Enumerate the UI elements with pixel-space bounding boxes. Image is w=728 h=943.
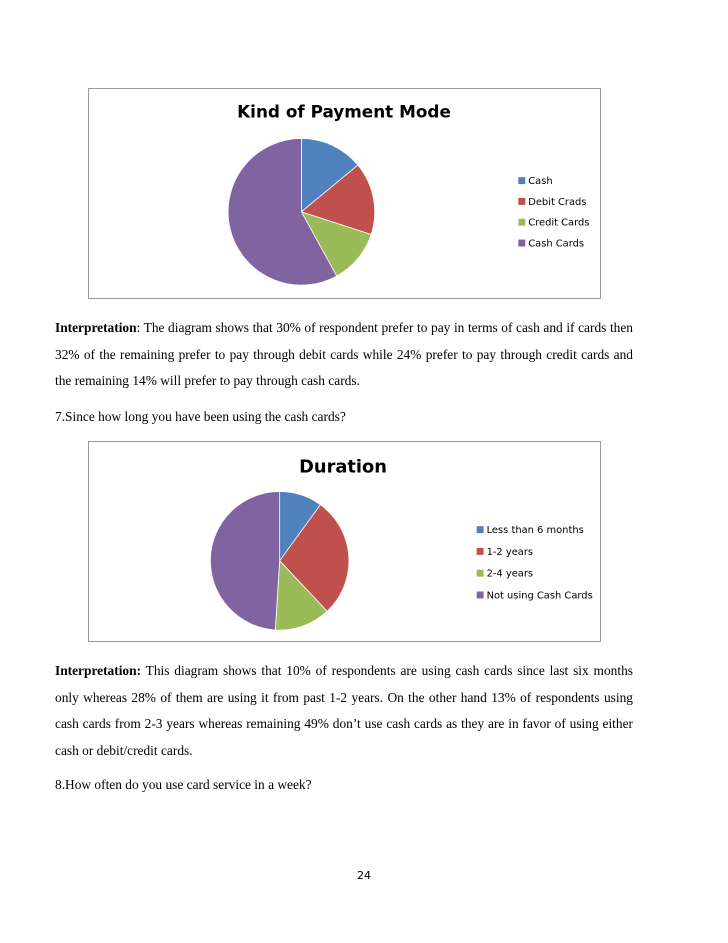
legend-label: Cash	[528, 176, 553, 188]
legend-label: Cash Cards	[528, 238, 585, 250]
payment-mode-chart-svg	[89, 89, 600, 298]
legend-label: Less than 6 months	[486, 525, 584, 537]
legend-swatch	[518, 219, 525, 226]
pie-slices	[228, 139, 375, 286]
legend-swatch	[518, 240, 525, 247]
interpretation-text: : The diagram shows that 30% of respondent prefer to pay in terms of cash and if cards then 32% of the remaining prefer to pay through debit cards while 24% prefer to pay through credit cards and the remaining 14% will prefer to pay through cash cards.	[55, 320, 633, 388]
chart-title: Duration	[299, 456, 387, 478]
legend-label: Credit Cards	[528, 217, 590, 229]
duration-chart-svg	[89, 442, 600, 641]
legend-swatch	[518, 198, 525, 205]
legend-label: Debit Crads	[528, 196, 587, 208]
legend-swatch	[477, 526, 484, 533]
chart-legend	[477, 525, 593, 601]
legend-swatch	[518, 177, 525, 184]
interpretation-paragraph-2	[55, 658, 633, 764]
payment-mode-chart	[88, 88, 601, 299]
interpretation-paragraph-1	[55, 315, 633, 395]
pie-slices	[210, 492, 349, 631]
pie-slice-not-using-cash-cards	[210, 492, 279, 630]
legend-label: Not using Cash Cards	[486, 590, 593, 602]
interpretation-text: This diagram shows that 10% of respondents are using cash cards since last six months only whereas 28% of them are using it from past 1-2 years. On the other hand 13% of respondents using cash cards from 2-3 years whereas remaining 49% don’t use cash cards as they are in favor of using either cash or debit/credit cards.	[55, 663, 633, 758]
chart-legend	[518, 176, 589, 249]
question-8: 8.How often do you use card service in a week?	[55, 777, 312, 792]
legend-label: 2-4 years	[486, 568, 534, 580]
interpretation-label: Interpretation	[55, 320, 137, 335]
duration-chart	[88, 441, 601, 642]
legend-swatch	[477, 548, 484, 555]
page-number: 24	[357, 869, 371, 882]
chart-title: Kind of Payment Mode	[237, 101, 451, 122]
legend-swatch	[477, 570, 484, 577]
legend-label: 1-2 years	[486, 546, 534, 558]
legend-swatch	[477, 591, 484, 598]
interpretation-label: Interpretation:	[55, 663, 142, 678]
question-7: 7.Since how long you have been using the cash cards?	[55, 409, 346, 424]
